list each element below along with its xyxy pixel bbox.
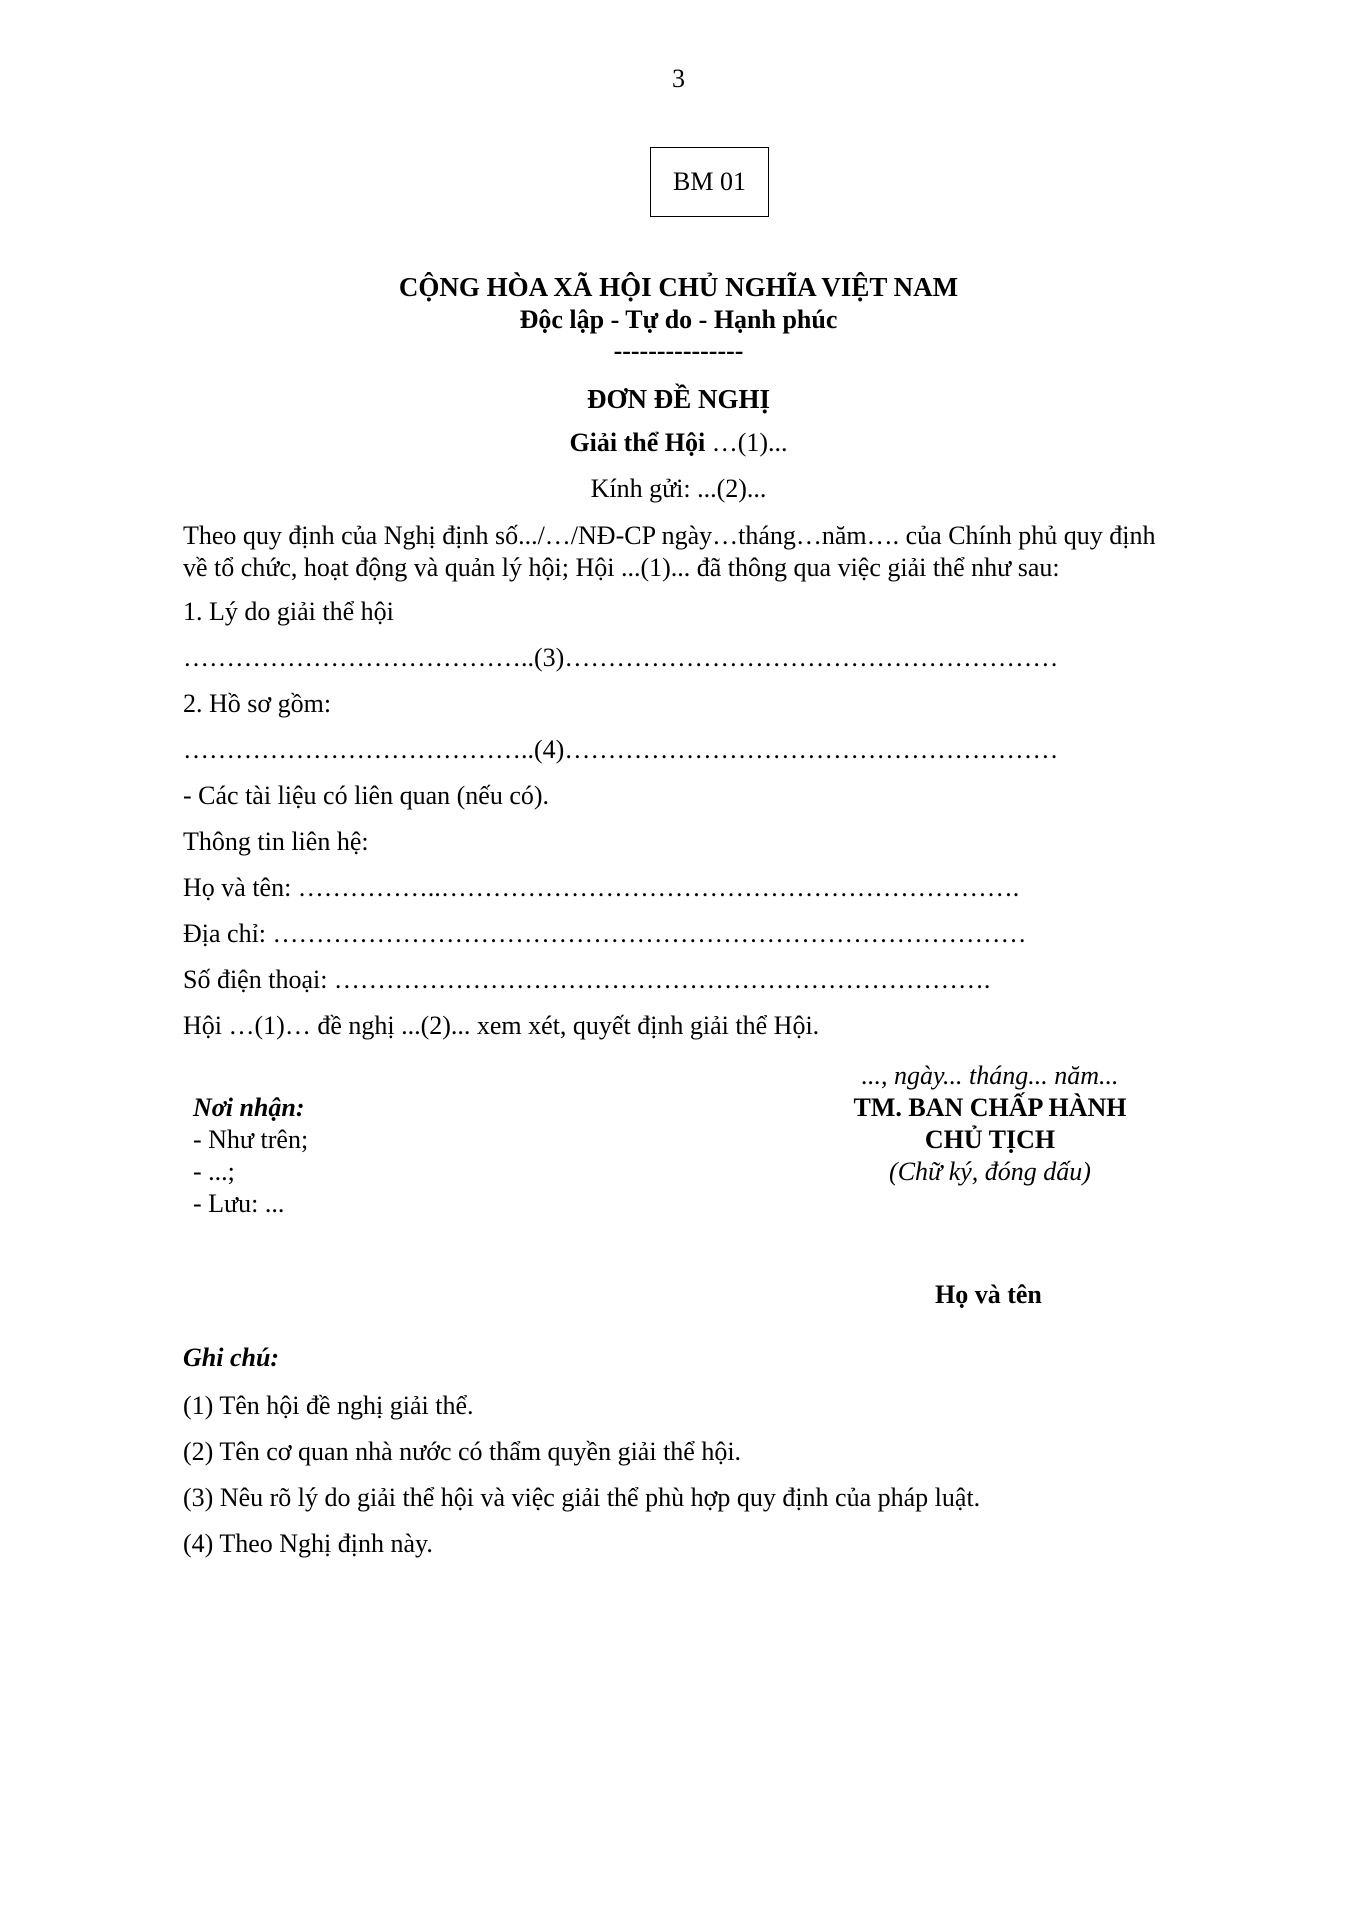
paragraph-line: Theo quy định của Nghị định số.../…/NĐ-CP ngày…tháng…năm…. của Chính phủ quy định (183, 521, 1156, 550)
paragraph-line: về tổ chức, hoạt động và quản lý hội; Hội ...(1)... đã thông qua việc giải thể như sau: (183, 553, 1060, 582)
signature-date: ..., ngày... tháng... năm... (861, 1061, 1119, 1090)
form-code: BM 01 (673, 167, 746, 196)
form-code-box (650, 147, 769, 217)
recipient-item: - Lưu: ... (193, 1189, 285, 1218)
notes-title: Ghi chú: (183, 1343, 280, 1372)
note-item: (1) Tên hội đề nghị giải thể. (183, 1391, 474, 1420)
related-docs-line: - Các tài liệu có liên quan (nếu có). (183, 781, 550, 810)
header-separator: --------------- (613, 336, 744, 365)
recipient-line: Kính gửi: ...(2)... (590, 474, 767, 503)
recipient-item: - Như trên; (193, 1125, 309, 1154)
address-field: Địa chỉ: …………………………………………………………………………… (183, 919, 1027, 948)
request-line: Hội …(1)… đề nghị ...(2)... xem xét, quyết định giải thể Hội. (183, 1011, 820, 1040)
subtitle-rest: …(1)... (705, 428, 788, 457)
signature-org: TM. BAN CHẤP HÀNH (853, 1093, 1127, 1122)
note-item: (2) Tên cơ quan nhà nước có thẩm quyền giải thể hội. (183, 1437, 742, 1466)
note-item: (3) Nêu rõ lý do giải thể hội và việc giải thể phù hợp quy định của pháp luật. (183, 1483, 981, 1512)
signature-block (800, 1060, 1180, 1188)
signature-role: CHỦ TỊCH (924, 1125, 1056, 1154)
page-number: 3 (672, 64, 685, 93)
contact-title: Thông tin liên hệ: (183, 827, 369, 856)
item-reason-field: …………………………………..(3)………………………………………………… (183, 643, 1059, 672)
recipients-block (193, 1092, 308, 1220)
subtitle-bold: Giải thể Hội (569, 428, 706, 457)
item-dossier-field: …………………………………..(4)………………………………………………… (183, 735, 1059, 764)
recipients-title: Nơi nhận: (193, 1093, 305, 1122)
nation-header: CỘNG HÒA XÃ HỘI CHỦ NGHĨA VIỆT NAM (398, 272, 959, 302)
motto: Độc lập - Tự do - Hạnh phúc (519, 305, 838, 334)
signature-note: (Chữ ký, đóng dấu) (889, 1157, 1091, 1186)
name-field: Họ và tên: ……………..…………………………………………………………. (183, 873, 1020, 902)
item-reason-label: 1. Lý do giải thể hội (183, 597, 394, 626)
recipient-item: - ...; (193, 1157, 235, 1186)
item-dossier-label: 2. Hồ sơ gồm: (183, 689, 332, 718)
document-title: ĐƠN ĐỀ NGHỊ (586, 384, 770, 414)
signature-name: Họ và tên (935, 1280, 1042, 1309)
note-item: (4) Theo Nghị định này. (183, 1529, 433, 1558)
document-subtitle (0, 428, 1357, 458)
phone-field: Số điện thoại: …………………………………………………………………. (183, 965, 991, 994)
